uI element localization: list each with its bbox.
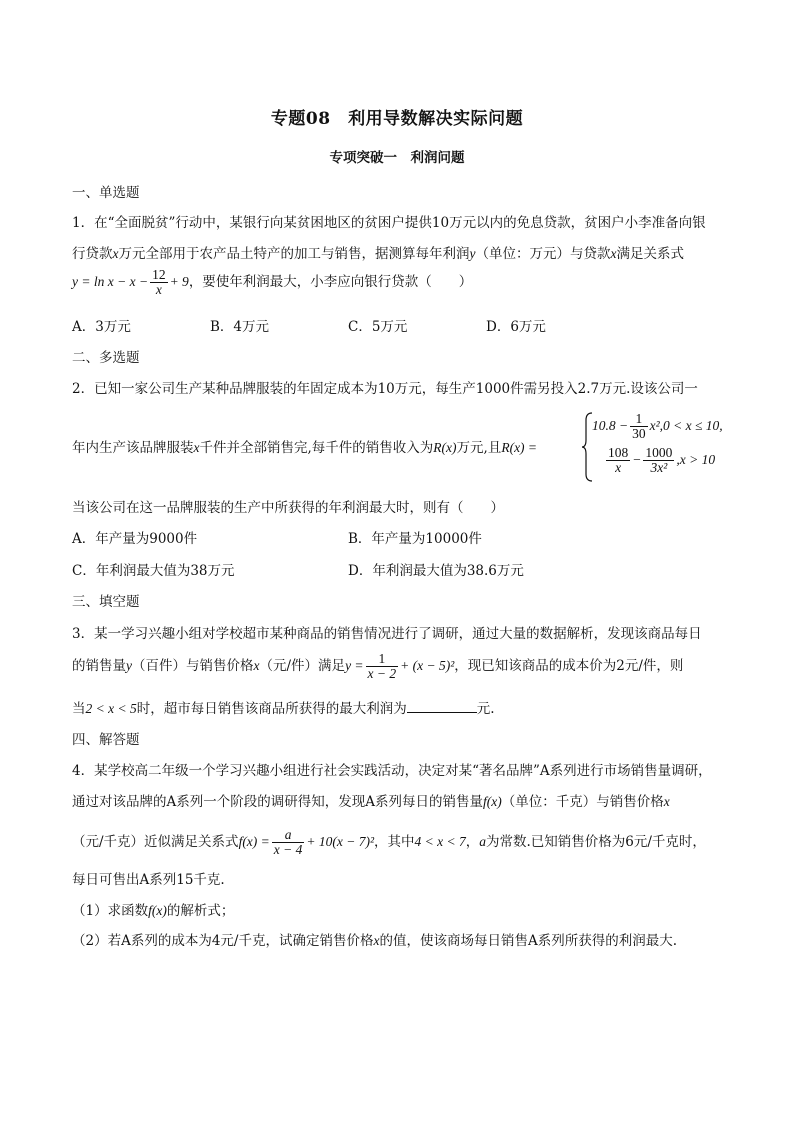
q2-option-d: D．年利润最大值为38.6万元 bbox=[348, 563, 524, 579]
q1-line1: 1．在“全面脱贫”行动中，某银行向某贫困地区的贫困户提供10万元以内的免息贷款，贫困户小李准备向银 bbox=[72, 215, 706, 231]
q1-option-c: C．5万元 bbox=[348, 319, 408, 335]
q3-line3: 当2 < x < 5时，超市每日销售该商品所获得的最大利润为 元. bbox=[72, 701, 495, 717]
section-fill-blank: 三、填空题 bbox=[72, 594, 140, 610]
q3-answer-blank[interactable] bbox=[407, 700, 477, 713]
q3-line1: 3．某一学习兴趣小组对学校超市某种商品的销售情况进行了调研，通过大量的数据解析，发现该商品每日 bbox=[72, 626, 702, 642]
q1-option-a: A．3万元 bbox=[72, 319, 131, 335]
q2-option-c: C．年利润最大值为38万元 bbox=[72, 563, 235, 579]
q2-line3: 当该公司在这一品牌服装的生产中所获得的年利润最大时，则有（ ） bbox=[72, 500, 504, 516]
q2-line2: 年内生产该品牌服装x千件并全部销售完,每千件的销售收入为R(x)万元,且R(x) = bbox=[72, 440, 538, 456]
section-multi-choice: 二、多选题 bbox=[72, 350, 140, 366]
page-subtitle: 专项突破一 利润问题 bbox=[329, 150, 465, 166]
q4-line2: 通过对该品牌的A系列一个阶段的调研得知，发现A系列每日的销售量f(x)（单位：千克）与销售价格x bbox=[72, 794, 670, 810]
q1-option-d: D．6万元 bbox=[486, 319, 546, 335]
q2-option-a: A．年产量为9000件 bbox=[72, 531, 198, 547]
q4-line4: 每日可售出A系列15千克. bbox=[72, 872, 225, 888]
q2-option-b: B．年产量为10000件 bbox=[348, 531, 482, 547]
q4-part2: （2）若A系列的成本为4元/千克，试确定销售价格x的值，使该商场每日销售A系列所获得的利润最大. bbox=[72, 933, 678, 949]
q1-line2: 行贷款x万元全部用于农产品土特产的加工与销售，据测算每年利润y（单位：万元）与贷款x满足关系式 bbox=[72, 246, 684, 262]
q4-line1: 4．某学校高二年级一个学习兴趣小组进行社会实践活动，决定对某“著名品牌”A系列进行市场销售量调研， bbox=[72, 763, 712, 779]
page-title: 专题08 利用导数解决实际问题 bbox=[270, 109, 524, 129]
q4-part1: （1）求函数f(x)的解析式； bbox=[72, 903, 235, 919]
q1-line3: y = ln x − x − $\frac{12}{x}$ + 9，要使年利润最大，小李应向银行贷款（ ） bbox=[72, 267, 473, 297]
q1-fraction: $\frac{12}{x}$ bbox=[152, 267, 166, 297]
q2-case2: $\frac{108}{x}$ − $\frac{1000}{\text{3x²}}$ ,x > 10 bbox=[608, 445, 716, 475]
q3-line2: 的销售量y（百件）与销售价格x（元/件）满足y = $\frac{1}{x - 2}$ + (x − 5)²，现已知该商品的成本价为2元/件，则 bbox=[72, 651, 684, 681]
section-single-choice: 一、单选题 bbox=[72, 185, 140, 201]
q1-formula-a: y = ln x − x − bbox=[72, 274, 149, 289]
q2-case1: 10.8 − $\frac{1}{30}$ x²,0 < x ≤ 10, bbox=[592, 411, 723, 441]
q1-option-b: B．4万元 bbox=[210, 319, 270, 335]
q4-line3: （元/千克）近似满足关系式f(x) = $\frac{a}{x - 4}$ + 10(x − 7)²，其中4 < x < 7，a为常数.已知销售价格为6元/千克时， bbox=[72, 827, 706, 857]
section-answer: 四、解答题 bbox=[72, 732, 140, 748]
q2-line1: 2．已知一家公司生产某种品牌服装的年固定成本为10万元，每生产1000件需另投入2.7万元.设该公司一 bbox=[72, 381, 698, 397]
